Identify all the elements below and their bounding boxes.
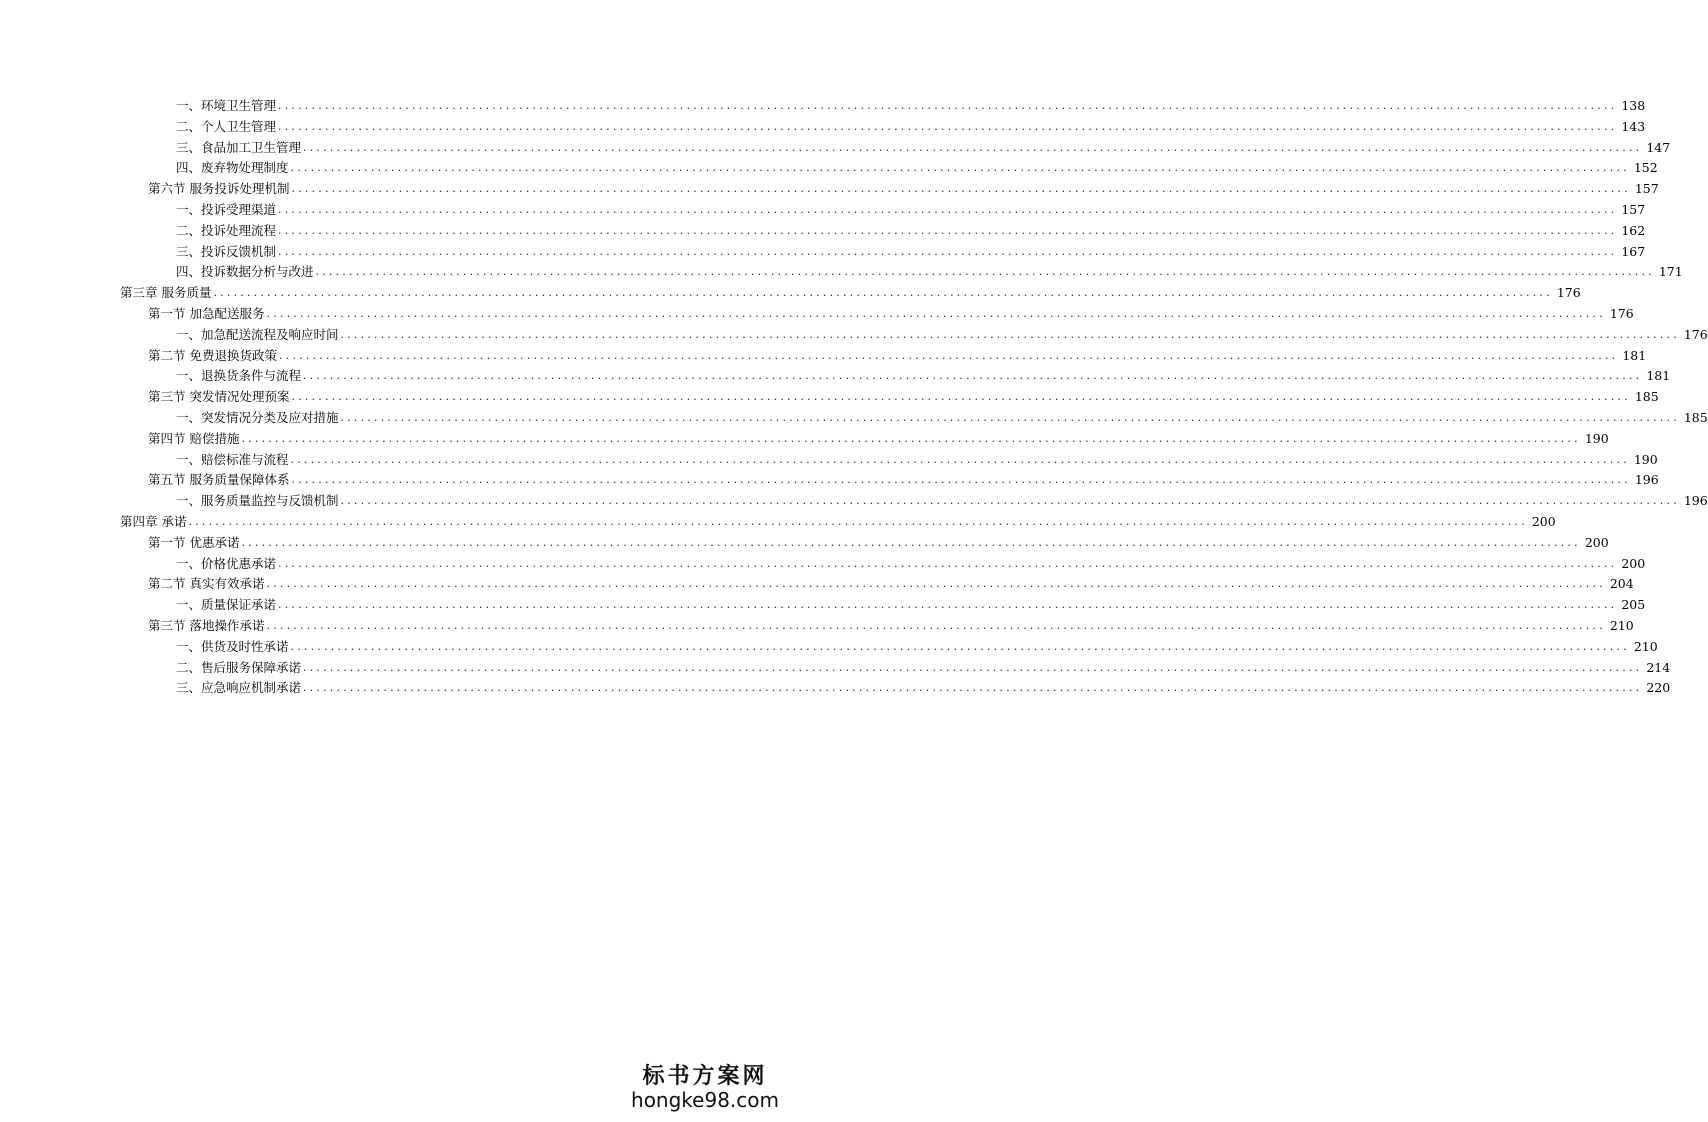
- toc-entry-page-number: 157: [1621, 201, 1646, 217]
- toc-dot-leader: ........................................................................................................................................................................................................: [188, 514, 1528, 528]
- toc-entry-page-number: 143: [1621, 118, 1646, 134]
- toc-dot-leader: ........................................................................................................................................................................................................: [266, 618, 1606, 632]
- toc-dot-leader: ........................................................................................................................................................................................................: [303, 369, 1643, 383]
- toc-dot-leader: ........................................................................................................................................................................................................: [290, 161, 1630, 175]
- toc-entry[interactable]: [120, 512, 1556, 533]
- toc-entry[interactable]: [176, 262, 1683, 283]
- toc-dot-leader: ........................................................................................................................................................................................................: [241, 431, 1581, 445]
- toc-dot-leader: ........................................................................................................................................................................................................: [290, 639, 1630, 653]
- toc-dot-leader: ........................................................................................................................................................................................................: [291, 390, 1631, 404]
- toc-entry-title: 四、投诉数据分析与改进: [176, 264, 314, 280]
- toc-dot-leader: ........................................................................................................................................................................................................: [303, 140, 1643, 154]
- toc-entry-title: 第一节 加急配送服务: [148, 305, 265, 321]
- toc-entry[interactable]: [148, 574, 1634, 595]
- toc-entry[interactable]: [176, 242, 1646, 263]
- toc-entry[interactable]: [176, 138, 1671, 159]
- toc-entry-page-number: 210: [1609, 617, 1634, 633]
- toc-entry[interactable]: [176, 200, 1646, 221]
- toc-dot-leader: ........................................................................................................................................................................................................: [315, 265, 1655, 279]
- toc-entry-page-number: 204: [1609, 576, 1634, 592]
- toc-entry-title: 一、退换货条件与流程: [176, 368, 302, 384]
- toc-dot-leader: ........................................................................................................................................................................................................: [291, 182, 1631, 196]
- toc-entry-title: 第二节 免费退换货政策: [148, 347, 277, 363]
- toc-entry-title: 四、废弃物处理制度: [176, 160, 289, 176]
- toc-dot-leader: ........................................................................................................................................................................................................: [278, 99, 1618, 112]
- toc-dot-leader: ........................................................................................................................................................................................................: [278, 223, 1618, 237]
- toc-entry[interactable]: [120, 283, 1581, 304]
- toc-dot-leader: ........................................................................................................................................................................................................: [213, 286, 1553, 300]
- toc-entry-title: 第一节 优惠承诺: [148, 534, 240, 550]
- toc-entry-page-number: 157: [1634, 181, 1659, 197]
- toc-entry-title: 第三节 突发情况处理预案: [148, 389, 290, 405]
- watermark-name: 标书方案网: [642, 1063, 768, 1089]
- toc-entry-title: 第六节 服务投诉处理机制: [148, 181, 290, 197]
- toc-entry-title: 一、价格优惠承诺: [176, 555, 277, 571]
- toc-entry-title: 一、突发情况分类及应对措施: [176, 409, 339, 425]
- toc-dot-leader: ........................................................................................................................................................................................................: [278, 598, 1618, 612]
- toc-entry-page-number: 138: [1621, 98, 1646, 113]
- toc-dot-leader: ........................................................................................................................................................................................................: [266, 306, 1606, 320]
- toc-entry[interactable]: [148, 470, 1659, 491]
- toc-entry-page-number: 190: [1633, 451, 1658, 467]
- toc-entry[interactable]: [176, 491, 1708, 512]
- toc-entry-page-number: 176: [1609, 305, 1634, 321]
- toc-entry-title: 第二节 真实有效承诺: [148, 576, 265, 592]
- toc-entry-title: 第五节 服务质量保障体系: [148, 472, 290, 488]
- toc-entry-page-number: 200: [1584, 534, 1609, 550]
- toc-entry-page-number: 205: [1621, 597, 1646, 613]
- toc-entry-page-number: 185: [1683, 409, 1708, 425]
- toc-dot-leader: ........................................................................................................................................................................................................: [278, 556, 1618, 570]
- toc-entry-page-number: 167: [1621, 243, 1646, 259]
- toc-entry-page-number: 152: [1633, 160, 1658, 176]
- toc-entry-title: 二、售后服务保障承诺: [176, 659, 302, 675]
- toc-entry-title: 一、环境卫生管理: [176, 98, 277, 113]
- toc-dot-leader: ........................................................................................................................................................................................................: [303, 681, 1643, 695]
- toc-entry-title: 第四章 承诺: [120, 513, 187, 529]
- toc-entry-page-number: 220: [1646, 680, 1671, 696]
- toc-entry[interactable]: [176, 158, 1658, 179]
- toc-dot-leader: ........................................................................................................................................................................................................: [278, 244, 1618, 258]
- toc-dot-leader: ........................................................................................................................................................................................................: [290, 452, 1630, 466]
- toc-entry-title: 一、服务质量监控与反馈机制: [176, 493, 339, 509]
- toc-entry-title: 第三章 服务质量: [120, 285, 212, 301]
- toc-entry-title: 第四节 赔偿措施: [148, 430, 240, 446]
- toc-entry[interactable]: [148, 616, 1634, 637]
- toc-entry-page-number: 181: [1622, 347, 1647, 363]
- toc-dot-leader: ........................................................................................................................................................................................................: [278, 348, 1619, 362]
- toc-entry-title: 二、个人卫生管理: [176, 118, 277, 134]
- toc-entry-page-number: 196: [1634, 472, 1659, 488]
- toc-dot-leader: ........................................................................................................................................................................................................: [278, 119, 1618, 133]
- toc-dot-leader: ........................................................................................................................................................................................................: [266, 577, 1606, 591]
- toc-entry[interactable]: [176, 325, 1708, 346]
- toc-entry[interactable]: [176, 450, 1658, 471]
- toc-entry-title: 三、食品加工卫生管理: [176, 139, 302, 155]
- toc-entry-page-number: 200: [1531, 513, 1556, 529]
- toc-entry[interactable]: [176, 554, 1646, 575]
- watermark-url: hongke98.com: [631, 1088, 779, 1112]
- toc-entry-title: 三、投诉反馈机制: [176, 243, 277, 259]
- toc-entry[interactable]: [148, 533, 1609, 554]
- toc-entry[interactable]: [148, 346, 1647, 367]
- toc-entry-page-number: 147: [1646, 139, 1671, 155]
- toc-entry-page-number: 214: [1646, 659, 1671, 675]
- toc-dot-leader: ........................................................................................................................................................................................................: [241, 535, 1581, 549]
- toc-dot-leader: ........................................................................................................................................................................................................: [303, 660, 1643, 674]
- toc-entry-title: 第三节 落地操作承诺: [148, 617, 265, 633]
- toc-entry[interactable]: [176, 658, 1671, 679]
- toc-entry-page-number: 196: [1683, 493, 1708, 509]
- toc-entry[interactable]: [148, 179, 1659, 200]
- toc-entry-page-number: 210: [1633, 638, 1658, 654]
- toc-entry-page-number: 181: [1646, 368, 1671, 384]
- toc-entry-page-number: 190: [1584, 430, 1609, 446]
- toc-dot-leader: ........................................................................................................................................................................................................: [291, 473, 1631, 487]
- toc-entry[interactable]: [176, 637, 1658, 658]
- toc-entry[interactable]: [176, 408, 1708, 429]
- toc-entry-title: 三、应急响应机制承诺: [176, 680, 302, 696]
- toc-entry-page-number: 162: [1621, 222, 1646, 238]
- toc-entry-title: 一、质量保证承诺: [176, 597, 277, 613]
- toc-entry-page-number: 185: [1634, 389, 1659, 405]
- toc-entry-page-number: 176: [1683, 326, 1708, 342]
- toc-entry[interactable]: [176, 221, 1646, 242]
- toc-entry-title: 一、加急配送流程及响应时间: [176, 326, 339, 342]
- toc-dot-leader: ........................................................................................................................................................................................................: [340, 327, 1680, 341]
- toc-entry[interactable]: [176, 117, 1646, 138]
- toc-dot-leader: ........................................................................................................................................................................................................: [278, 202, 1618, 216]
- toc-entry-page-number: 176: [1556, 285, 1581, 301]
- table-of-contents: [0, 96, 1708, 699]
- watermark-logo: [631, 1059, 779, 1112]
- toc-entry[interactable]: [176, 366, 1671, 387]
- toc-entry-title: 一、赔偿标准与流程: [176, 451, 289, 467]
- toc-entry[interactable]: [176, 678, 1671, 699]
- toc-dot-leader: ........................................................................................................................................................................................................: [340, 410, 1680, 424]
- toc-entry-page-number: 171: [1658, 264, 1683, 280]
- toc-entry[interactable]: [148, 304, 1634, 325]
- toc-entry[interactable]: [148, 429, 1609, 450]
- toc-entry-title: 一、投诉受理渠道: [176, 201, 277, 217]
- toc-entry-page-number: 200: [1621, 555, 1646, 571]
- toc-entry-title: 一、供货及时性承诺: [176, 638, 289, 654]
- toc-entry[interactable]: [148, 387, 1659, 408]
- toc-dot-leader: ........................................................................................................................................................................................................: [340, 494, 1680, 508]
- toc-entry[interactable]: [176, 595, 1646, 616]
- toc-entry[interactable]: [176, 96, 1646, 117]
- toc-entry-title: 二、投诉处理流程: [176, 222, 277, 238]
